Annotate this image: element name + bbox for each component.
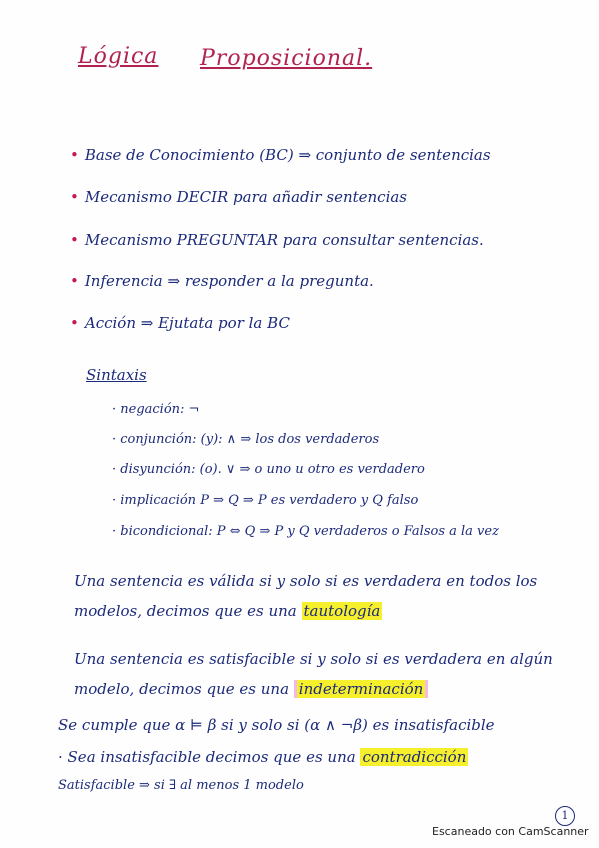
paragraph-text: modelos, decimos que es una: [74, 602, 297, 620]
syntax-item: · implicación P ⇒ Q ⇒ P es verdadero y Q falso: [112, 493, 419, 508]
highlighted-term: [294, 680, 429, 698]
bullet-item: • Acción ⇒ Ejutata por la BC: [70, 314, 290, 332]
syntax-item: · conjunción: (y): ∧ ⇒ los dos verdaderos: [112, 432, 380, 447]
paragraph-line: [74, 602, 382, 620]
highlighted-term: tautología: [303, 602, 381, 620]
paragraph-line: Una sentencia es satisfacible si y solo si es verdadera en algún: [74, 650, 553, 668]
bullet-text: Acción ⇒ Ejutata por la BC: [84, 314, 290, 332]
page-number: 1: [555, 806, 575, 826]
highlighted-term: contradicción: [362, 748, 467, 766]
paragraph-line: [74, 680, 428, 698]
bullet-text: Base de Conocimiento (BC) ⇒ conjunto de sentencias: [84, 146, 491, 164]
paragraph-text: · Sea insatisfacible decimos que es una: [58, 748, 356, 766]
paragraph-line: [58, 748, 468, 766]
bullet-item: • Mecanismo PREGUNTAR para consultar sentencias.: [70, 231, 484, 249]
paragraph-line: Se cumple que α ⊨ β si y solo si (α ∧ ¬β) es insatisfacible: [58, 716, 495, 734]
scanner-footer: Escaneado con CamScanner: [432, 825, 589, 838]
bullet-item: • Base de Conocimiento (BC) ⇒ conjunto de sentencias: [70, 146, 491, 164]
highlighted-term-inner: indeterminación: [298, 680, 424, 698]
title-word-2: Proposicional.: [200, 46, 373, 71]
paragraph-line: Satisfacible ⇒ si ∃ al menos 1 modelo: [58, 778, 304, 793]
bullet-item: • Mecanismo DECIR para añadir sentencias: [70, 188, 408, 206]
title-word-1: Lógica: [78, 44, 159, 69]
bullet-text: Mecanismo PREGUNTAR para consultar sentencias.: [84, 231, 484, 249]
paragraph-line: Una sentencia es válida si y solo si es verdadera en todos los: [74, 572, 538, 590]
bullet-text: Inferencia ⇒ responder a la pregunta.: [84, 272, 374, 290]
syntax-item: · negación: ¬: [112, 402, 200, 417]
bullet-item: • Inferencia ⇒ responder a la pregunta.: [70, 272, 374, 290]
syntax-heading: Sintaxis: [86, 366, 147, 384]
paragraph-text: modelo, decimos que es una: [74, 680, 290, 698]
syntax-item: · disyunción: (o). ∨ ⇒ o uno u otro es verdadero: [112, 462, 425, 477]
syntax-item: · bicondicional: P ⇔ Q ⇒ P y Q verdaderos o Falsos a la vez: [112, 524, 499, 539]
bullet-text: Mecanismo DECIR para añadir sentencias: [84, 188, 408, 206]
